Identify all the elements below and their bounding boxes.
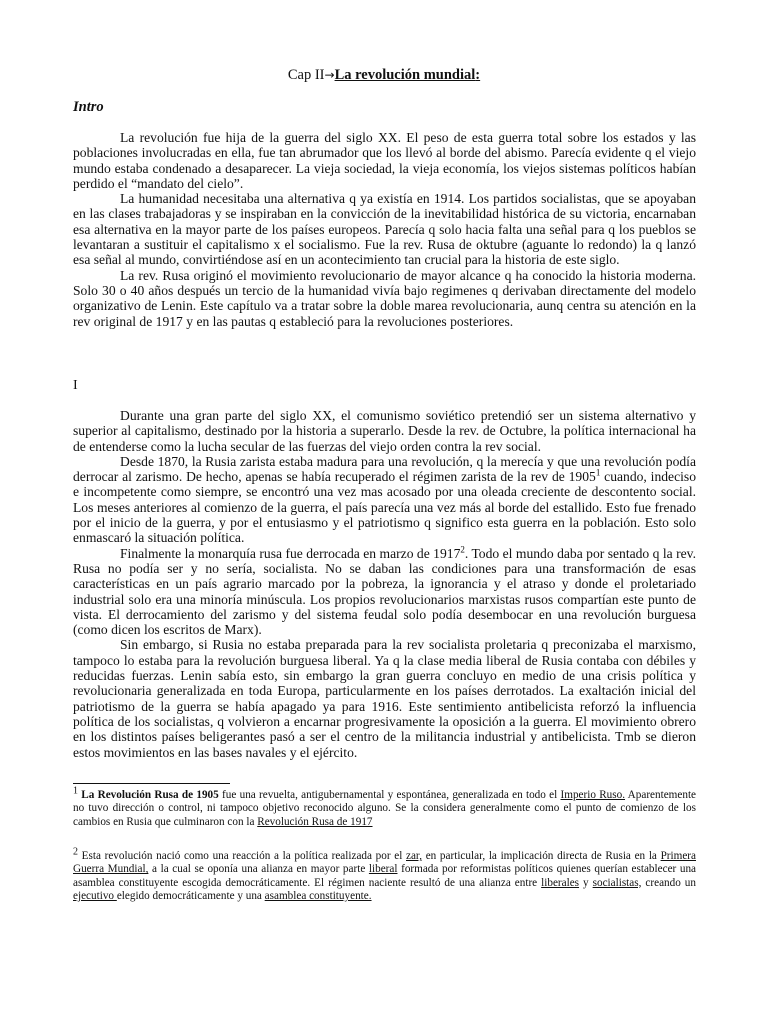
paragraph: Sin embargo, si Rusia no estaba preparada para la rev socialista proletaria q preconizaba el marxismo, tampoco lo estaba para la revolución burguesa liberal. Ya q la clase media liberal de Rusia contaba con débiles y reducidas fuerzas. Lenin sabía esto, sin embargo la gran guerra concluyo en medio de una crisis política y revolucionaria generalizada en toda Europa, particularmente en los países derrotados. La exaltación inicial del patriotismo de la guerra se había apagado ya para 1916. Este sentimiento antibelicista reforzó la influencia política de los socialistas, q volvieron a encarnar progresivamente la oposición a la guerra. El movimiento obrero en los distintos países beligerantes pasó a ser el centro de la militancia industrial y antibelicista. Tmb se dieron estos movimientos en las bases navales y el ejército. [73,637,696,760]
footnote-mark: 1 [73,785,78,797]
link-zar[interactable]: zar, [406,850,423,862]
paragraph: La rev. Rusa originó el movimiento revolucionario de mayor alcance q ha conocido la historia moderna. Solo 30 o 40 años después un tercio de la humanidad vivía bajo regimenes q derivaban directamente del modelo organizativo de Lenin. Este capítulo va a tratar sobre la doble marea revolucionaria, aunq centra su atención en la rev original de 1917 y en las pautas q estableció para la revoluciones posteriores. [73,267,696,329]
paragraph [73,454,696,546]
footnote-text: formada por reformistas políticos quienes querían establecer una asamblea constituyente escogida democráticamente. El régimen naciente resultó de una alianza entre [73,863,697,889]
intro-section [73,130,696,329]
footnote-term: La Revolución Rusa de 1905 [81,789,219,801]
footnote-text: a la cual se oponía una alianza en mayor parte [148,863,369,876]
footnote-text: Aparentemente no tuvo dirección o control, ni tampoco objetivo reconocido alguno. Se la considera generalmente como el punto de comienzo de los cambios en Rusia que culminaron con la [73,789,697,828]
link-liberal[interactable]: liberal [368,863,398,876]
footnote-mark: 2 [73,846,78,858]
link-asamblea-constituyente[interactable]: asamblea constituyente. [264,889,372,902]
link-revolucion-rusa-1917[interactable]: Revolución Rusa de 1917 [257,815,373,828]
chapter-heading: La revolución mundial [334,67,476,83]
footnote-text: creando un [641,876,696,889]
paragraph-text: Desde 1870, la Rusia zarista estaba madura para una revolución, q la merecía y que una revolución podía derrocar al zarismo. De hecho, apenas se había recuperado el régimen zarista de la rev de 1905 [73,453,696,485]
paragraph-text: Finalmente la monarquía rusa fue derrocada en marzo de 1917 [120,545,461,561]
link-imperio-ruso[interactable]: Imperio Ruso. [560,789,626,801]
footnote-text: elegido democráticamente y una [116,889,265,902]
link-socialistas[interactable]: socialistas, [592,876,642,889]
chapter-colon: : [475,67,481,83]
chapter-title [0,67,768,84]
footnote-separator [73,783,230,784]
footnote-text: Esta revolución nació como una reacción a la política realizada por el [78,850,406,862]
paragraph: La revolución fue hija de la guerra del siglo XX. El peso de esta guerra total sobre los estados y las poblaciones involucradas en ella, fue tan abrumador que los llevó al borde del abismo. Parecía evidente q el viejo mundo estaba condenado a desaparecer. La vieja sociedad, la vieja economía, los viejos sistemas políticos habían perdido el “mandato del cielo”. [73,130,696,191]
footnote-ref-1[interactable]: 1 [595,467,601,478]
footnote-text: en particular, la implicación directa de Rusia en la [422,850,661,862]
section-one [73,408,696,760]
footnote-1 [73,785,697,829]
intro-heading: Intro [73,99,104,115]
paragraph: Durante una gran parte del siglo XX, el comunismo soviético pretendió ser un sistema alternativo y superior al capitalismo, destinado por la historia a superarlo. Desde la rev. de Octubre, la política internacional ha de entenderse como la lucha secular de las fuerzas del viejo orden contra la rev social. [73,408,696,454]
paragraph [73,546,696,638]
paragraph-text: . Todo el mundo daba por sentado q la rev. Rusa no podía ser y no sería, socialista. No se daban las condiciones para una transformación de esas características en un país agrario marcado por la pobreza, la ignorancia y el atraso y donde el proletariado industrial solo era una minoría minúscula. Los propios revolucionarios marxistas rusos compartían este punto de vista. El derrocamiento del zarismo y del sistema feudal solo podía desembocar en una revolución burguesa (como dicen los escritos de Marx). [73,545,696,638]
link-ejecutivo[interactable]: ejecutivo [73,889,117,902]
link-liberales[interactable]: liberales [541,876,580,889]
section-heading: I [73,378,78,393]
footnote-text: fue una revuelta, antigubernamental y espontánea, generalizada en todo el [218,789,561,801]
paragraph-text: cuando, indeciso e incompetente como siempre, se encontró una vez mas acosado por una oleada creciente de descontento social. Los meses anteriores al comienzo de la guerra, el país parecía una vez más al borde del estallido. Esto fue frenado por el inicio de la guerra, y por el entusiasmo y el patriotismo q significo esta guerra en la población. Esto solo enmascaró la situación política. [73,469,696,546]
paragraph: La humanidad necesitaba una alternativa q ya existía en 1914. Los partidos socialistas, que se apoyaban en las clases trabajadoras y se inspiraban en la convicción de la inevitabilidad histórica de su victoria, encarnaban esa alternativa en la mayor parte de los países europeos. Parecía q solo hacia falta una señal para q los pueblos se levantaran a sustituir el capitalismo x el socialismo. Fue la rev. Rusa de oktubre (aguante lo redondo) la q lanzó esa señal al mundo, convirtiéndose así en un acontecimiento tan crucial para la historia de este siglo. [73,191,696,268]
footnote-ref-2[interactable]: 2 [460,544,465,555]
chapter-label: Cap II [287,67,325,83]
footnote-2 [73,846,697,903]
link-primera-guerra-mundial[interactable]: Primera Guerra Mundial, [73,850,696,876]
right-arrow-icon: → [324,68,335,82]
footnote-text: y [579,876,593,889]
